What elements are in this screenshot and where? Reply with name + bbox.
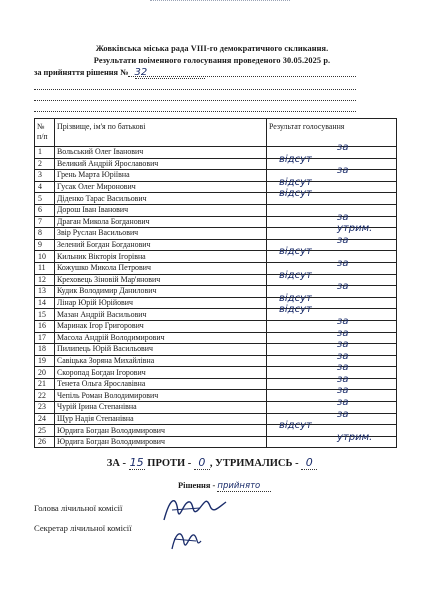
deputy-name: Звір Руслан Васильович — [55, 228, 267, 240]
vote-result-cell — [267, 397, 397, 414]
vote-result-cell — [267, 327, 397, 344]
vote-result: за — [337, 257, 349, 269]
vote-result-cell — [267, 269, 397, 286]
vote-result-cell — [267, 153, 397, 170]
head-of-commission-label: Голова лічильної комісії — [34, 503, 123, 513]
vote-result: за — [337, 373, 349, 385]
deputy-name: Чурій Ірина Степанівна — [55, 402, 267, 414]
row-number: 23 — [35, 402, 55, 414]
vote-result-cell — [267, 211, 397, 228]
council-title: Жовківська міська рада VIII-го демократичного скликання. — [95, 44, 329, 53]
row-number: 12 — [35, 274, 55, 286]
deputy-name: Тенета Ольга Ярославівна — [55, 378, 267, 390]
proty-value: 0 — [194, 456, 210, 470]
decision-result-label: Рішення - — [178, 481, 216, 490]
secretary-signature — [168, 525, 204, 555]
row-number: 5 — [35, 193, 55, 205]
vote-result: відсут — [279, 304, 312, 316]
deputy-name: Вольський Олег Іванович — [55, 147, 267, 159]
vote-result: відсут — [279, 153, 312, 165]
table-row — [35, 262, 397, 274]
row-number: 26 — [35, 436, 55, 448]
vote-result-cell — [267, 188, 397, 205]
row-number: 3 — [35, 170, 55, 182]
row-number: 2 — [35, 158, 55, 170]
col-num-header — [35, 119, 55, 147]
vote-result-cell — [267, 373, 397, 390]
deputy-name: Креховець Зіновій Мар'янович — [55, 274, 267, 286]
row-number: 9 — [35, 239, 55, 251]
vote-summary: ЗА - 15 ПРОТИ - 0 , УТРИМАЛИСЬ - 0 — [0, 456, 424, 470]
decision-underline — [128, 76, 356, 77]
col-num-label: № — [37, 122, 45, 131]
vote-result: відсут — [279, 246, 312, 258]
za-label: ЗА - — [106, 458, 127, 469]
row-number: 13 — [35, 286, 55, 298]
vote-result-cell — [267, 420, 397, 437]
deputy-name: Скоропад Богдан Ігорович — [55, 367, 267, 379]
blank-line — [34, 111, 356, 112]
deputy-name: Мазан Андрій Васильович — [55, 309, 267, 321]
vote-result: за — [337, 165, 349, 177]
row-number: 19 — [35, 355, 55, 367]
table-body — [35, 142, 397, 448]
vote-result-cell — [267, 223, 397, 240]
row-number: 24 — [35, 413, 55, 425]
vote-result: за — [337, 385, 349, 397]
utrym-label: УТРИМАЛИСЬ - — [215, 458, 299, 469]
deputy-name: Кудик Володимир Данилович — [55, 286, 267, 298]
proty-label: ПРОТИ - — [147, 458, 192, 469]
head-signature — [160, 490, 230, 526]
decision-result-value: прийнято — [217, 481, 271, 492]
deputy-name: Гусак Олег Миронович — [55, 181, 267, 193]
deputy-name: Грень Марта Юріївна — [55, 170, 267, 182]
blank-line — [34, 89, 356, 90]
decision-label: за прийняття рішення № — [34, 68, 129, 77]
vote-result: відсут — [279, 292, 312, 304]
vote-result: за — [337, 281, 349, 293]
row-number: 22 — [35, 390, 55, 402]
deputy-name: Пилипець Юрій Васильович — [55, 344, 267, 356]
vote-result: за — [337, 397, 349, 409]
vote-result: за — [337, 362, 349, 374]
deputy-name: Лінар Юрій Юрійович — [55, 297, 267, 309]
deputy-name: Кильник Вікторія Ігорівна — [55, 251, 267, 263]
decision-number: 32 — [135, 67, 205, 79]
row-number: 6 — [35, 204, 55, 216]
vote-result-cell — [267, 362, 397, 379]
vote-result: утрим. — [337, 223, 373, 235]
row-number: 14 — [35, 297, 55, 309]
row-number: 17 — [35, 332, 55, 344]
vote-result: за — [337, 142, 349, 153]
table-row — [35, 297, 397, 309]
vote-result: за — [337, 315, 349, 327]
deputy-name: Діденко Тарас Васильович — [55, 193, 267, 205]
row-number: 16 — [35, 320, 55, 332]
table-row — [35, 193, 397, 205]
deputy-name: Маринак Ігор Григорович — [55, 320, 267, 332]
vote-result: за — [337, 408, 349, 420]
table-row — [35, 436, 397, 448]
deputy-name: Великий Андрій Ярославович — [55, 158, 267, 170]
vote-result: утрим. — [337, 431, 373, 443]
row-number: 20 — [35, 367, 55, 379]
vote-result-cell — [267, 246, 397, 263]
vote-result: відсут — [279, 176, 312, 188]
vote-result: за — [337, 211, 349, 223]
col-result-header: Результат голосування — [267, 119, 397, 147]
vote-result-cell — [267, 339, 397, 356]
deputy-name: Масола Андрій Володимирович — [55, 332, 267, 344]
table-row — [35, 181, 397, 193]
vote-result-cell — [267, 431, 397, 448]
table-row — [35, 147, 397, 159]
table-row — [35, 286, 397, 298]
vote-result: за — [337, 339, 349, 351]
vote-result-cell — [267, 315, 397, 332]
table-row — [35, 413, 397, 425]
decision-line — [34, 67, 205, 79]
row-number: 15 — [35, 309, 55, 321]
vote-result: відсут — [279, 420, 312, 432]
vote-result-cell — [267, 385, 397, 402]
row-number: 7 — [35, 216, 55, 228]
col-name-header: Прізвище, ім'я по батькові — [55, 119, 267, 147]
blank-line — [34, 100, 356, 101]
top-scan-mark — [150, 0, 290, 3]
vote-table — [34, 118, 397, 448]
row-number: 8 — [35, 228, 55, 240]
deputy-name: Савіцька Зоряна Михайлівна — [55, 355, 267, 367]
vote-result: за — [337, 234, 349, 246]
deputy-name: Юрдига Богдан Володимирович — [55, 436, 267, 448]
vote-result: за — [337, 350, 349, 362]
deputy-name: Юрдига Богдан Володимирович — [55, 425, 267, 437]
results-title: Результати поіменного голосування проведеного 30.05.2025 р. — [93, 56, 331, 65]
table-row — [35, 239, 397, 251]
deputy-name: Чепіль Роман Володимирович — [55, 390, 267, 402]
deputy-name: Щур Надія Степанівна — [55, 413, 267, 425]
deputy-name: Кожушко Микола Петрович — [55, 262, 267, 274]
vote-result-cell — [267, 204, 397, 216]
row-number: 18 — [35, 344, 55, 356]
row-number: 1 — [35, 147, 55, 159]
col-num-label-2: п/п — [37, 132, 48, 141]
table-row — [35, 170, 397, 182]
row-number: 21 — [35, 378, 55, 390]
za-value: 15 — [129, 456, 144, 469]
row-number: 4 — [35, 181, 55, 193]
vote-result-cell — [267, 350, 397, 367]
row-number: 25 — [35, 425, 55, 437]
vote-result: відсут — [279, 188, 312, 200]
vote-result: за — [337, 327, 349, 339]
deputy-name: Драган Микола Богданович — [55, 216, 267, 228]
vote-result: відсут — [279, 269, 312, 281]
row-number: 10 — [35, 251, 55, 263]
row-number: 11 — [35, 262, 55, 274]
deputy-name: Зелений Богдан Богданович — [55, 239, 267, 251]
deputy-name: Дорош Іван Іванович — [55, 204, 267, 216]
vote-result-cell — [267, 304, 397, 321]
secretary-label: Секретар лічильної комісії — [34, 523, 132, 533]
utrym-value: 0 — [301, 456, 317, 470]
